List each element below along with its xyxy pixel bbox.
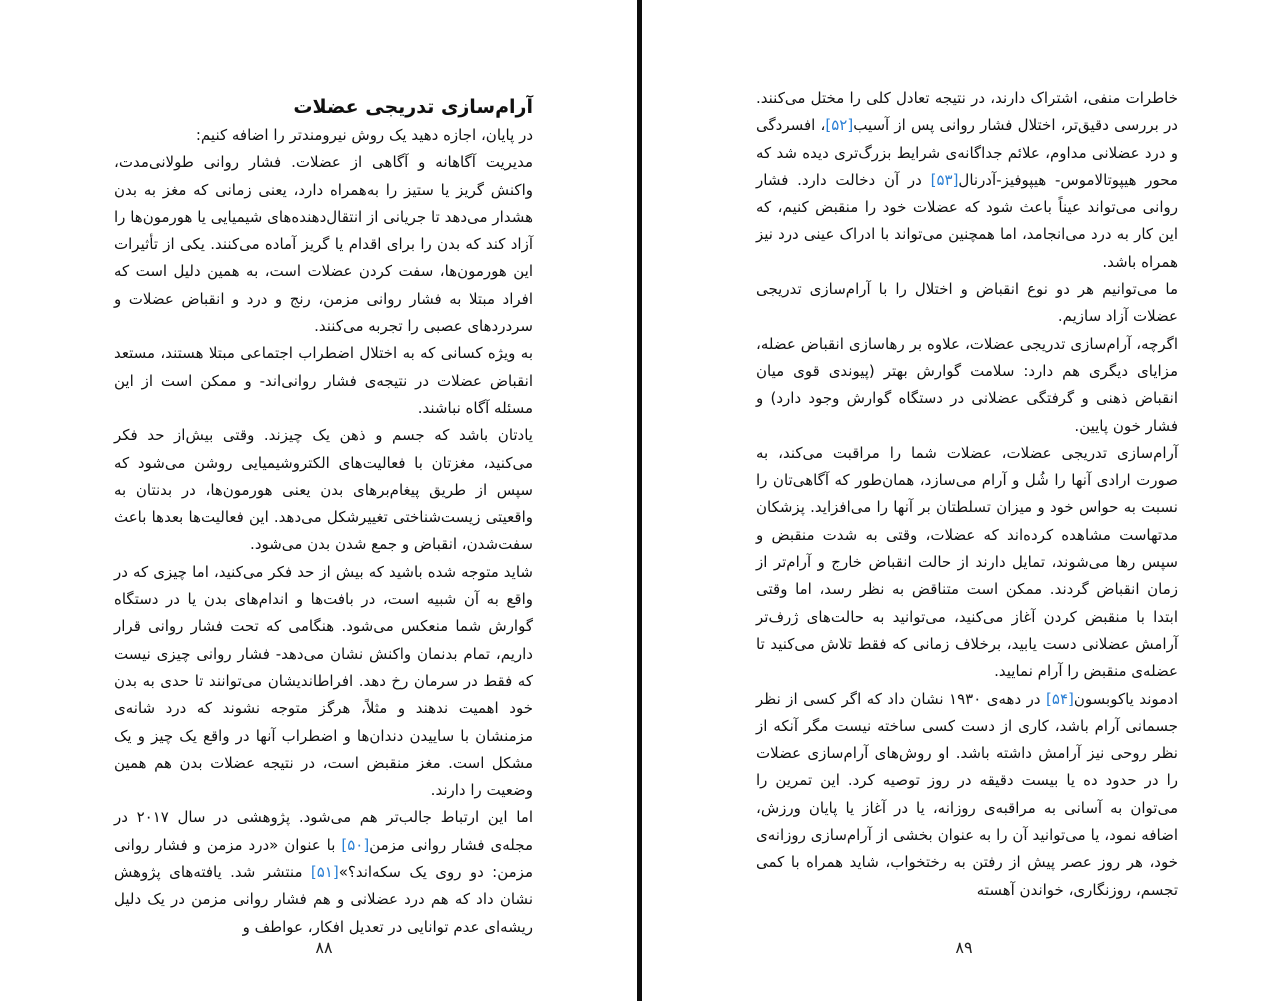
paragraph: به ویژه کسانی که به اختلال اضطراب اجتماعی مبتلا هستند، مستعد انقباض عضلات در نتیجه‌ی فشار روانی‌اند- و ممکن است از این مسئله آگاه نباشند. xyxy=(114,344,533,417)
footnote-ref-link[interactable]: [۵۱] xyxy=(310,863,339,882)
footnote-ref-link[interactable]: [۵۰] xyxy=(341,835,370,854)
paragraph xyxy=(114,804,533,940)
paragraph-text: ادموند یاکوبسون xyxy=(1073,689,1178,708)
left-page-text xyxy=(114,92,533,941)
paragraph: مدیریت آگاهانه و آگاهی از عضلات. فشار روانی طولانی‌مدت، واکنش گریز یا ستیز را به‌همراه دارد، یعنی زمانی که مغز به بدن هشدار می‌دهد تا جریانی از انتقال‌دهنده‌های شیمیایی یا هورمون‌ها را آزاد کند که بدن را برای اقدام یا گریز آماده می‌کنند. یکی از تأثیرات این هورمون‌ها، سفت کردن عضلات است، به همین دلیل است که افراد مبتلا به فشار روانی مزمن، رنج و درد و انقباض عضلات و سردردهای عصبی را تجربه می‌کنند. xyxy=(114,153,533,336)
right-page-text xyxy=(756,85,1178,904)
paragraph-text: در دهه‌ی ۱۹۳۰ نشان داد که اگر کسی از نظر جسمانی آرام باشد، کاری از دست کسی ساخته نیست مگر آنکه از نظر روحی نیز آرامش داشته باشد. او روش‌های آرام‌سازی عضلات را در حدود ده یا بیست دقیقه در روز توصیه کرد. این تمرین را می‌توان به آسانی به مراقبه‌ی روزانه، یا در آغاز یا پایان ورزش، اضافه نمود، یا می‌توانید آن را به عنوان بخشی از آرام‌سازی روزانه‌ی خود، هر روز عصر پیش از رفتن به رختخواب، شاید همراه با کمی تجسم، روزنگاری، خواندن آهسته xyxy=(756,689,1178,899)
section-heading: آرام‌سازی تدریجی عضلات xyxy=(293,96,533,118)
footnote-ref-link[interactable]: [۵۳] xyxy=(930,170,959,189)
paragraph: شاید متوجه شده باشید که بیش از حد فکر می‌کنید، اما چیزی که در واقع به آن شبیه است، در بافت‌ها و اندام‌های بدن یا در دستگاه گوارش شما منعکس می‌شود. هنگامی که تحت فشار روانی قرار داریم، تمام بدنمان واکنش نشان می‌دهد- فشار روانی چیزی نیست که فقط در سرمان رخ دهد. افراطاندیشان می‌توانند تا حدی به بدن خود اهمیت ندهند و مثلاً، هرگز متوجه نشوند که درد شانه‌ی مزمنشان با ساییدن دندان‌ها و اضطراب آنها در واقع یک چیز و یک مشکل است. مغز منقبض است، در نتیجه عضلات بدن هم همین وضعیت را دارند. xyxy=(114,562,533,800)
footnote-ref-link[interactable]: [۵۴] xyxy=(1046,689,1074,708)
paragraph xyxy=(756,686,1178,904)
paragraph: در پایان، اجازه دهید یک روش نیرومندتر را اضافه کنیم: xyxy=(195,126,533,144)
footnote-ref-link[interactable]: [۵۲] xyxy=(825,116,854,135)
paragraph: اگرچه، آرام‌سازی تدریجی عضلات، علاوه بر رهاسازی انقباض عضله، مزایای دیگری هم دارد: سلامت گوارش بهتر (پیوندی قوی میان انقباض ذهنی و گرفتگی عضلانی در دستگاه گوارش وجود دارد) و فشار خون پایین. xyxy=(756,334,1178,435)
paragraph: یادتان باشد که جسم و ذهن یک چیزند. وقتی بیش‌از حد فکر می‌کنید، مغزتان با فعالیت‌های الکتروشیمیایی روشن می‌شود که سپس از طریق پیغام‌برهای بدن یعنی هورمون‌ها، در بدنتان به واقعیتی زیست‌شناختی تغییرشکل می‌دهد. این فعالیت‌ها بعدها باعث سفت‌شدن، انقباض و جمع شدن بدن می‌شود. xyxy=(114,426,533,554)
page-number: ۸۹ xyxy=(955,938,973,957)
paragraph-text: با عنوان «درد مزمن و فشار روانی مزمن: دو روی یک سکه‌اند؟» xyxy=(114,835,533,882)
paragraph: ما می‌توانیم هر دو نوع انقباض و اختلال را با آرام‌سازی تدریجی عضلات آزاد سازیم. xyxy=(756,280,1178,326)
right-page xyxy=(642,0,1278,1001)
paragraph-text: در آن دخالت دارد. فشار روانی می‌تواند عیناً باعث شود که عضلات خود را منقبض کنیم، که این کار به درد می‌انجامد، اما همچنین می‌تواند با ادراک عینی درد نیز همراه باشد. xyxy=(756,170,1178,271)
paragraph-text: ، افسردگی و درد عضلانی مداوم، علائم جداگانه‌ی شرایط بزرگ‌تری دیده شد که محور هیپوتالاموس- هیپوفیز-آدرنال xyxy=(756,116,1178,189)
paragraph-text: خاطرات منفی، اشتراک دارند، در نتیجه تعادل کلی را مختل می‌کنند. در بررسی دقیق‌تر، اختلال فشار روانی پس از آسیب xyxy=(756,89,1178,135)
paragraph xyxy=(756,85,1178,276)
paragraph-text: منتشر شد. یافته‌های پژوهش نشان داد که هم درد عضلانی و هم فشار روانی مزمن در یک دلیل ریشه‌ای عدم توانایی در تعدیل افکار، عواطف و xyxy=(114,863,533,936)
paragraph: آرام‌سازی تدریجی عضلات، عضلات شما را مراقبت می‌کند، به صورت ارادی آنها را شُل و آرام می‌سازد، همان‌طور که آگاهی‌تان را نسبت به حواس خود و میزان تسلطتان بر آنها را می‌افزاید. پزشکان مدتهاست مشاهده کرده‌اند که عضلات، وقتی به شدت منقبض و سپس رها می‌شوند، تمایل دارند از حالت انقباض خارج و آرام‌تر از زمان انقباض گردند. ممکن است متناقض به نظر رسد، اما وقتی ابتدا با منقبض کردن آغاز می‌کنید، می‌توانید به حالت‌های ژرف‌تر آرامش عضلانی دست یابید، برخلاف زمانی که فقط تلاش می‌کنید تا عضله‌ی منقبض را آرام نمایید. xyxy=(756,443,1178,681)
paragraph-text: اما این ارتباط جالب‌تر هم می‌شود. پژوهشی در سال ۲۰۱۷ در مجله‌ی فشار روانی مزمن xyxy=(114,808,533,854)
page-number: ۸۸ xyxy=(315,938,333,957)
left-page xyxy=(0,0,637,1001)
